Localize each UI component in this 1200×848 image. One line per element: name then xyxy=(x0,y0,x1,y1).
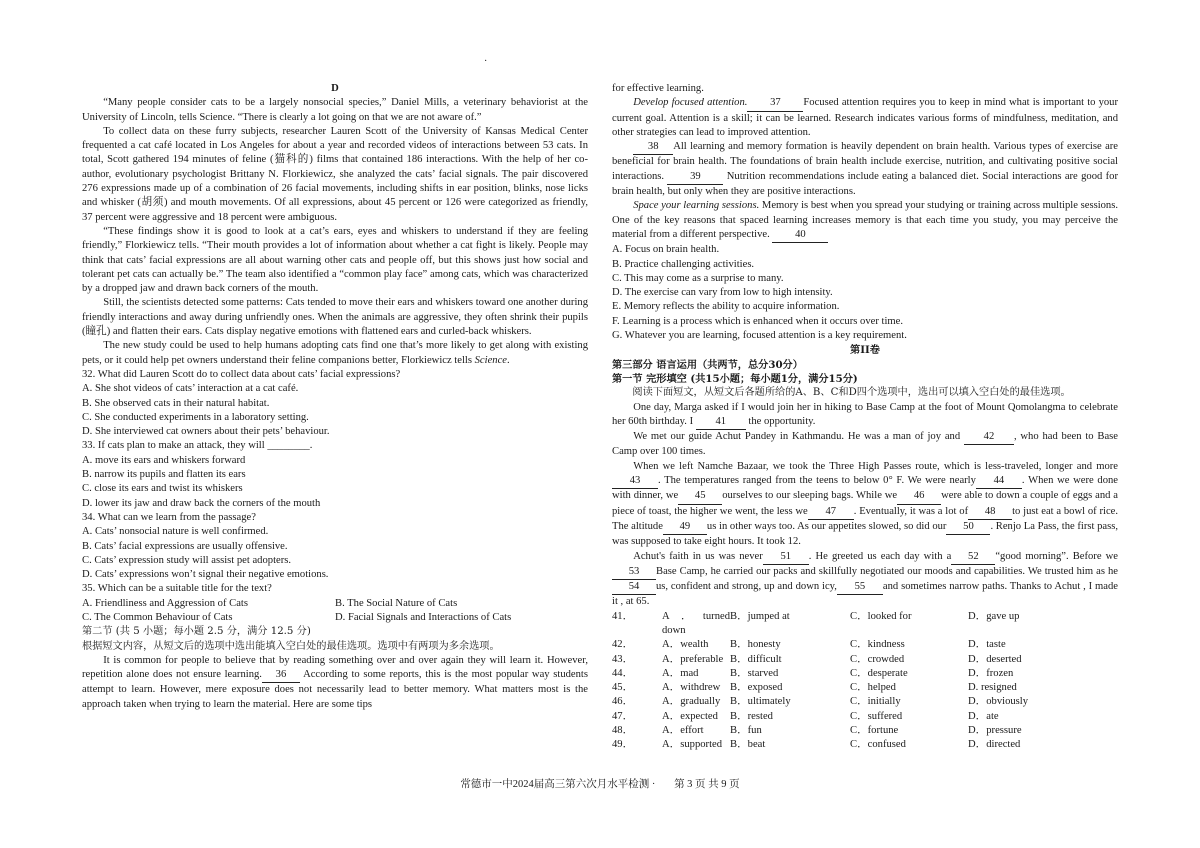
volume-2-heading: 第II卷 xyxy=(850,344,880,357)
blank-41[interactable]: 41 xyxy=(696,415,746,430)
cloze-1-text-b: the opportunity. xyxy=(748,415,816,427)
para5-italic: Science xyxy=(474,354,507,366)
tips-para-1 xyxy=(612,96,1118,140)
para5-end: . xyxy=(506,354,510,366)
q34-option-b[interactable]: B. Cats’ facial expressions are usually offensive. xyxy=(82,540,288,552)
choice-option-a[interactable]: A．turned down xyxy=(662,610,730,636)
blank-45[interactable]: 45 xyxy=(678,489,722,504)
choice-number: 42． xyxy=(612,639,634,651)
blank-47[interactable]: 47 xyxy=(808,505,854,520)
choice-option-d[interactable]: D．pressure xyxy=(968,725,1022,737)
blank-42[interactable]: 42 xyxy=(964,430,1014,445)
part-3-section-1-title: 第一节 完形填空 (共15小题；每小题1分，满分15分) xyxy=(612,372,858,385)
q33-option-b[interactable]: B. narrow its pupils and flatten its ears xyxy=(82,469,246,481)
q35-option-d[interactable]: D. Facial Signals and Interactions of Cats xyxy=(335,611,512,623)
tip-2-text-b: Nutrition recommendations include eating a balanced diet. Social interactions are good for brain health, but only when they are positive interactions. xyxy=(612,170,1118,198)
q35-options-row-2 xyxy=(82,611,588,625)
passage-d-para-1: “Many people consider cats to be a largely nonsocial species,” Daniel Mills, a veterinary behaviorist at the University of Lincoln, tells Science. “There is clearly a lot going on that we are not aware of.” xyxy=(82,97,588,123)
blank-49[interactable]: 49 xyxy=(663,520,707,535)
q32-option-b[interactable]: B. She observed cats in their natural habitat. xyxy=(82,397,270,409)
passage-d-para-4: Still, the scientists detected some patterns: Cats tended to move their ears and whiskers toward one another during friendly interactions and away during unfriendly ones. When the animals are aggressive, they often shrink their pupils (瞳孔) and flatten their ears. Cats display negative emotions with flattened ears and curled-back whiskers. xyxy=(82,297,588,338)
option-e[interactable]: E. Memory reflects the ability to acquire information. xyxy=(612,301,840,313)
option-c[interactable]: C. This may come as a surprise to many. xyxy=(612,272,784,284)
tip-1-heading: Develop focused attention. xyxy=(633,97,748,109)
blank-40[interactable]: 40 xyxy=(772,228,828,243)
q33-option-a[interactable]: A. move its ears and whiskers forward xyxy=(82,454,246,466)
question-33: 33. If cats plan to make an attack, they will ________. xyxy=(82,440,313,452)
blank-37[interactable]: 37 xyxy=(747,96,803,111)
para5-text: The new study could be used to help humans adopting cats find one that’s more likely to get along with existing pets, or it could help pet owners understand their feline companions better, Florkiewicz tells xyxy=(82,340,588,366)
top-dot: · xyxy=(484,56,488,67)
part-3-instructions: 阅读下面短文，从短文后各题所给的A、B、C和D四个选项中，选出可以填入空白处的最佳选项。 xyxy=(632,387,1071,399)
option-b[interactable]: B. Practice challenging activities. xyxy=(612,258,755,270)
blank-50[interactable]: 50 xyxy=(946,520,990,535)
choice-option-d[interactable]: D. resigned xyxy=(968,682,1017,694)
choice-option-a[interactable]: A．preferable xyxy=(662,653,724,665)
right-column xyxy=(612,82,1118,753)
continuation-line: for effective learning. xyxy=(612,83,704,94)
question-34: 34. What can we learn from the passage? xyxy=(82,511,256,523)
choice-number: 49． xyxy=(612,739,634,751)
blank-53[interactable]: 53 xyxy=(612,565,656,580)
blank-51[interactable]: 51 xyxy=(763,550,809,565)
cloze-3-text-f: . Eventually, it was a lot of xyxy=(853,505,969,517)
q33-option-d[interactable]: D. lower its jaw and draw back the corners of the mouth xyxy=(82,497,321,509)
choice-row xyxy=(612,710,1118,724)
blank-48[interactable]: 48 xyxy=(968,505,1012,520)
section-2-para-1 xyxy=(82,654,588,712)
q32-option-c[interactable]: C. She conducted experiments in a laboratory setting. xyxy=(82,411,309,423)
cloze-para-3 xyxy=(612,460,1118,550)
cloze-3-text-d: ourselves to our sleeping bags. While we xyxy=(722,490,898,502)
choice-option-a[interactable]: A．gradually xyxy=(662,696,721,708)
choice-number: 48． xyxy=(612,725,634,737)
choice-number: 47． xyxy=(612,710,634,722)
q35-options-row-1 xyxy=(82,597,588,611)
blank-39[interactable]: 39 xyxy=(667,170,723,185)
choice-option-c[interactable]: C．fortune xyxy=(850,725,899,737)
cloze-4-text-c: “good morning”. Before we xyxy=(995,550,1118,562)
choice-option-c[interactable]: C．initially xyxy=(850,696,901,708)
choice-row xyxy=(612,681,1118,695)
choice-option-a[interactable]: A．withdrew xyxy=(662,682,721,694)
choice-option-b[interactable]: B．rested xyxy=(730,710,773,722)
tip-2-text-a: All learning and memory formation is heavily dependent on brain health. Various types of exercise are beneficial for brain health. The foundations of brain health include exercise, nutrition, and cultivating positive social interactions. xyxy=(612,141,1118,182)
choice-option-b[interactable]: B．starved xyxy=(730,667,779,679)
cloze-3-text-h: us in other ways too. As our appetites slowed, so did our xyxy=(706,520,947,532)
choice-option-a[interactable]: A．expected xyxy=(662,710,718,722)
q32-option-a[interactable]: A. She shot videos of cats’ interaction at a cat café. xyxy=(82,383,299,395)
tip-1-text: Focused attention requires you to keep in mind what is important to your current goal. Attention is a skill; it can be learned. Research indicates various forms of mindfulness, meditation, and other strategies can lead to improved attention. xyxy=(612,97,1119,138)
q35-option-a[interactable]: A. Friendliness and Aggression of Cats xyxy=(82,597,248,609)
cloze-4-text-e: us, confident and strong, up and down icy, xyxy=(656,581,837,593)
choice-option-b[interactable]: B．exposed xyxy=(730,682,783,694)
tip-3-heading: Space your learning sessions. xyxy=(633,200,760,212)
passage-d-para-2: To collect data on these furry subjects, researcher Lauren Scott of the University of Kansas Medical Center frequented a cat café located in Los Angeles for about a year and recorded videos of interactions between 53 cats. In total, Scott gathered 194 minutes of feline (猫科的) films that contained 186 interactions. With the help of her co-author, evolutionary psychologist Brittany N. Florkiewicz, she analyzed the cats’ facial signals. The pair discovered 276 expressions made up of a combination of 26 facial movements, including shifts in ear position, blinks, nose licks and whisker (胡须) and mouth movements. Of all expressions, about 45 percent or 126 were categorized as friendly, 37 percent were aggressive and 18 percent were ambiguous. xyxy=(82,125,588,223)
choice-option-a[interactable]: A．effort xyxy=(662,725,704,737)
choice-option-d[interactable]: D．deserted xyxy=(968,653,1022,665)
footer-school: 常德市一中2024届高三第六次月水平检测 · xyxy=(460,779,656,790)
choice-row xyxy=(612,667,1118,681)
choice-option-a[interactable]: A．supported xyxy=(662,739,723,751)
q34-option-d[interactable]: D. Cats’ expressions won’t signal their negative emotions. xyxy=(82,569,329,581)
passage-d-para-5 xyxy=(82,339,588,368)
blank-36[interactable]: 36 xyxy=(262,668,300,683)
q34-option-a[interactable]: A. Cats’ nonsocial nature is well confirmed. xyxy=(82,526,269,538)
question-32: 32. What did Lauren Scott do to collect data about cats’ facial expressions? xyxy=(82,368,401,380)
choice-option-c[interactable]: C．suffered xyxy=(850,710,903,722)
choice-option-b[interactable]: B．jumped at xyxy=(730,610,790,622)
choice-option-d[interactable]: D．gave up xyxy=(968,610,1020,622)
cloze-2-text-b: , who had been to Base Camp over 100 times. xyxy=(612,431,1118,458)
cloze-para-1 xyxy=(612,401,1118,431)
page-footer xyxy=(0,776,1200,791)
choice-option-a[interactable]: A．mad xyxy=(662,667,699,679)
q34-option-c[interactable]: C. Cats’ expression study will assist pet adopters. xyxy=(82,554,292,566)
choice-option-d[interactable]: D．ate xyxy=(968,710,999,722)
choice-option-c[interactable]: C．confused xyxy=(850,739,906,751)
cloze-4-text-d: Base Camp, he carried our packs and skillfully negotiated our moods and capabilities. We trusted him as he xyxy=(656,565,1118,577)
section-heading: D xyxy=(331,83,339,94)
q35-option-b[interactable]: B. The Social Nature of Cats xyxy=(335,597,458,609)
choice-option-d[interactable]: D．directed xyxy=(968,739,1021,751)
choice-row xyxy=(612,653,1118,667)
choice-option-b[interactable]: B．fun xyxy=(730,725,762,737)
choice-option-c[interactable]: C．kindness xyxy=(850,639,905,651)
cloze-4-text-f: and sometimes narrow paths. Thanks to Achut , I made it , at 65. xyxy=(612,581,1118,608)
cloze-choices xyxy=(612,610,1118,753)
cloze-3-text-g: to just eat a bowl of rice. The altitude xyxy=(612,505,1119,532)
section-2-title: 第二节 (共 5 小题；每小题 2.5 分，满分 12.5 分) xyxy=(82,626,311,638)
blank-55[interactable]: 55 xyxy=(837,580,883,595)
tips-para-3 xyxy=(612,199,1118,243)
cloze-1-text-a: One day, Marga asked if I would join her in hiking to Base Camp at the foot of Mount Qomolangma to celebrate her 60th birthday. I xyxy=(612,401,1118,427)
choice-row xyxy=(612,724,1118,738)
choice-option-c[interactable]: C．desperate xyxy=(850,667,908,679)
option-g[interactable]: G. Whatever you are learning, focused attention is a key requirement. xyxy=(612,330,907,342)
cloze-para-4 xyxy=(612,550,1118,610)
choice-option-b[interactable]: B．honesty xyxy=(730,639,781,651)
blank-43[interactable]: 43 xyxy=(612,474,658,489)
cloze-3-text-b: . The temperatures ranged from the teens to below 0° F. We were nearly xyxy=(658,475,976,487)
choice-option-c[interactable]: C．crowded xyxy=(850,653,905,665)
blank-54[interactable]: 54 xyxy=(612,580,656,595)
option-d[interactable]: D. The exercise can vary from low to high intensity. xyxy=(612,287,833,299)
footer-page-number: 第 3 页 共 9 页 xyxy=(674,779,740,790)
choice-option-d[interactable]: D．frozen xyxy=(968,667,1014,679)
choice-row xyxy=(612,638,1118,652)
cloze-para-2 xyxy=(612,430,1118,460)
cloze-3-text-c: . When we were done with dinner, we xyxy=(612,475,1118,502)
choice-number: 44． xyxy=(612,667,634,679)
choice-option-d[interactable]: D．obviously xyxy=(968,696,1029,708)
choice-option-c[interactable]: C．looked for xyxy=(850,610,912,622)
q35-option-c[interactable]: C. The Common Behaviour of Cats xyxy=(82,611,233,623)
q32-option-d[interactable]: D. She interviewed cat owners about their pets’ behaviour. xyxy=(82,426,330,438)
choice-option-a[interactable]: A．wealth xyxy=(662,639,709,651)
blank-52[interactable]: 52 xyxy=(951,550,995,565)
q33-option-c[interactable]: C. close its ears and twist its whiskers xyxy=(82,483,243,495)
choice-option-b[interactable]: B．difficult xyxy=(730,653,782,665)
question-35: 35. Which can be a suitable title for the text? xyxy=(82,583,272,595)
choice-row xyxy=(612,738,1118,752)
choice-number: 43． xyxy=(612,653,634,665)
sec2-para1-text-a: It is common for people to believe that by reading something over and over again they will learn it. However, repetition alone does not ensure learning. xyxy=(82,654,588,681)
choice-option-d[interactable]: D．taste xyxy=(968,639,1006,651)
choice-number: 46． xyxy=(612,696,634,708)
choice-number: 41． xyxy=(612,610,634,622)
choice-option-b[interactable]: B．ultimately xyxy=(730,696,791,708)
cloze-3-text-i: . Renjo La Pass, the first pass, was supposed to take eight hours. It took 12. xyxy=(612,520,1119,548)
cloze-4-text-b: . He greeted us each day with a xyxy=(808,550,952,562)
choice-row xyxy=(612,610,1118,639)
choice-option-c[interactable]: C．helped xyxy=(850,682,896,694)
choice-row xyxy=(612,695,1118,709)
tips-para-2 xyxy=(612,140,1118,199)
sec2-para1-text-b: According to some reports, this is the most popular way students attempt to learn. However, mere exposure does not necessarily lead to better memory. What matters most is the approach taken when trying to learn the material. Here are some tips xyxy=(82,669,588,710)
choice-option-b[interactable]: B．beat xyxy=(730,739,766,751)
passage-d-para-3: “These findings show it is good to look at a cat’s ears, eyes and whiskers to understand if they are feeling friendly,” Florkiewicz tells. “Their mouth provides a lot of information about whether a cat fight is likely. People may think that cats’ facial expressions are all about warning other cats and people off, but this shows just how social and tolerant pet cats can actually be.” The team also identified a “common play face” among cats, which was characterized by a dropped jaw and drawn back corners of the mouth. xyxy=(82,225,588,295)
blank-38[interactable]: 38 xyxy=(633,140,673,155)
left-column xyxy=(82,82,588,712)
blank-46[interactable]: 46 xyxy=(897,489,941,504)
choice-number: 45． xyxy=(612,682,634,694)
option-f[interactable]: F. Learning is a process which is enhanced when it occurs over time. xyxy=(612,315,903,327)
cloze-3-text-a: When we left Namche Bazaar, we took the Three High Passes route, which is less-traveled, longer and more xyxy=(633,460,1118,472)
section-2-instructions: 根据短文内容，从短文后的选项中选出能填入空白处的最佳选项。选项中有两项为多余选项。 xyxy=(82,640,500,652)
option-a[interactable]: A. Focus on brain health. xyxy=(612,244,720,256)
tip-3-text: Memory is best when you spread your studying or training across multiple sessions. One of the key reasons that spaced learning increases memory is that each time you study, you may perceive the material from a different perspective. xyxy=(612,200,1118,240)
cloze-4-text-a: Achut's faith in us was never xyxy=(633,550,763,562)
cloze-3-text-e: were able to down a couple of eggs and a piece of toast, the higher we went, the less we xyxy=(612,490,1118,517)
cloze-2-text-a: We met our guide Achut Pandey in Kathmandu. He was a man of joy and xyxy=(633,431,961,443)
part-3-title: 第三部分 语言运用（共两节，总分30分） xyxy=(612,358,803,371)
blank-44[interactable]: 44 xyxy=(976,474,1022,489)
